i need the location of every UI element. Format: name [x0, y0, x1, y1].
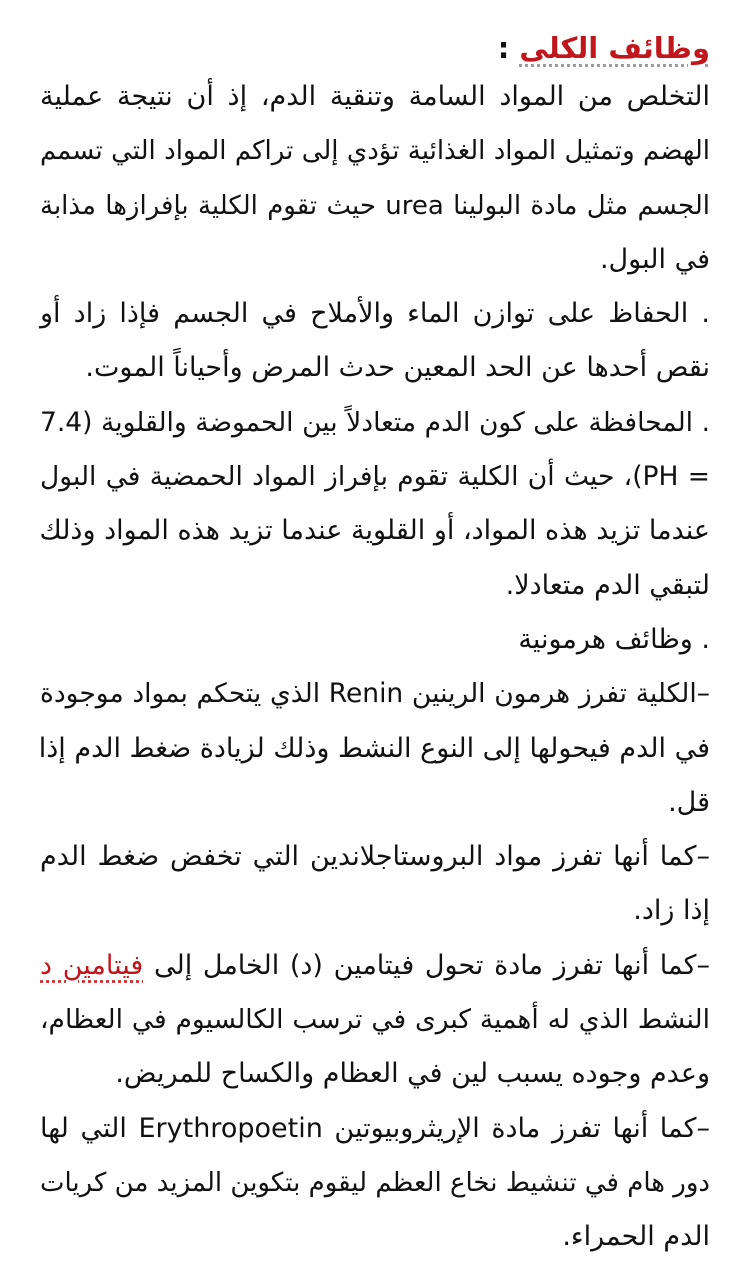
heading — [40, 26, 710, 70]
paragraph-waste-removal — [40, 70, 710, 287]
text-line: نقص أحدها عن الحد المعين حدث المرض وأحياناً الموت. — [85, 352, 710, 384]
text-line: التخلص من المواد السامة وتنقية الدم، إذ أن نتيجة عملية — [40, 81, 710, 112]
text-line: النشط الذي له أهمية كبرى في ترسب الكالسيوم في العظام، — [40, 1004, 710, 1036]
paragraph-renin — [40, 667, 710, 830]
page-title: وظائف الكلى — [519, 31, 710, 65]
paragraph-ph-balance — [40, 396, 710, 613]
text-line: –كما أنها تفرز مادة الإريثروبيوتين Erythropoetin التي لها — [40, 1112, 710, 1144]
text-segment: –كما أنها تفرز مادة تحول فيتامين (د) الخامل إلى — [153, 949, 710, 981]
paragraph-hormonal-functions — [40, 613, 710, 667]
text-line: –كما أنها تفرز مواد البروستاجلاندين التي تخفض ضغط الدم — [40, 841, 710, 873]
text-line: دور هام في تنشيط نخاع العظم ليقوم بتكوين المزيد من كريات — [40, 1167, 710, 1198]
text-line: في البول. — [599, 243, 710, 275]
text-line: –الكلية تفرز هرمون الرينين Renin الذي يتحكم بمواد موجودة — [40, 678, 710, 710]
vitamin-d-link[interactable]: فيتامين د — [40, 949, 144, 981]
text-line — [40, 939, 710, 993]
text-line: في الدم فيحولها إلى النوع النشط وذلك لزيادة ضغط الدم إذا — [38, 732, 710, 764]
text-line: . الحفاظ على توازن الماء والأملاح في الجسم فإذا زاد أو — [40, 298, 710, 330]
text-line: لتبقي الدم متعادلا. — [505, 569, 710, 601]
paragraph-water-balance — [40, 287, 710, 396]
text-line: إذا زاد. — [633, 895, 710, 927]
paragraph-erythropoietin — [40, 1102, 710, 1265]
text-line: . وظائف هرمونية — [518, 623, 710, 655]
text-line: الدم الحمراء. — [562, 1221, 710, 1253]
text-line: وعدم وجوده يسبب لين في العظام والكساح للمريض. — [115, 1058, 710, 1090]
paragraph-vitamin-d — [40, 939, 710, 1102]
text-line: قل. — [668, 786, 710, 818]
title-colon: : — [497, 31, 510, 65]
text-line: عندما تزيد هذه المواد، أو القلوية عندما تزيد هذه المواد وذلك — [39, 515, 710, 547]
text-line: = PH)، حيث أن الكلية تقوم بإفراز المواد الحمضية في البول — [40, 461, 710, 493]
text-line: الهضم وتمثيل المواد الغذائية تؤدي إلى تراكم المواد التي تسمم — [40, 136, 710, 167]
text-line: الجسم مثل مادة البولينا urea حيث تقوم الكلية بإفرازها مذابة — [40, 190, 710, 221]
paragraph-prostaglandins — [40, 830, 710, 939]
text-line: . المحافظة على كون الدم متعادلاً بين الحموضة والقلوية (7.4 — [40, 406, 710, 438]
